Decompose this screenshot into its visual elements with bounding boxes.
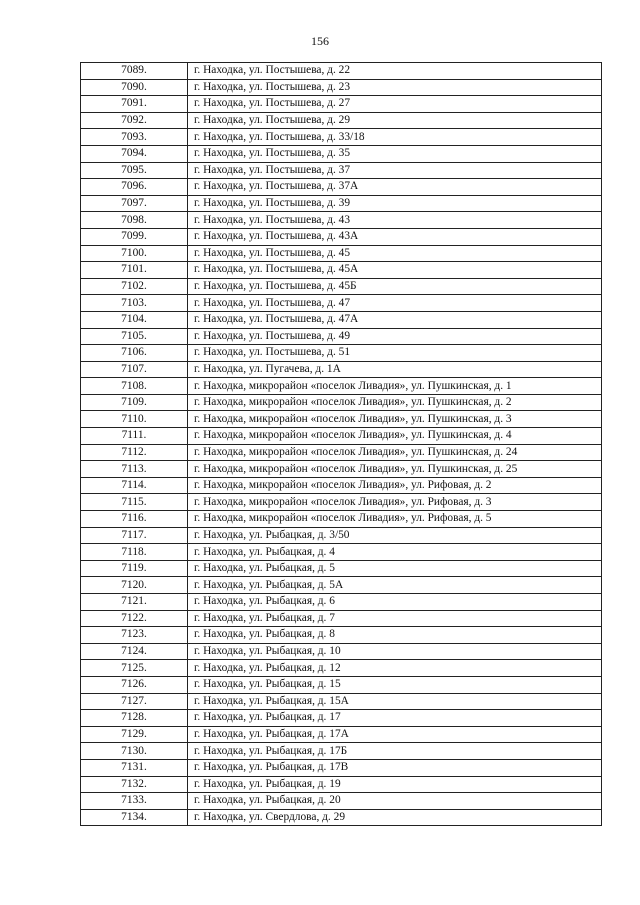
row-number-cell: 7113.	[81, 461, 188, 478]
row-number-cell: 7092.	[81, 112, 188, 129]
address-cell: г. Находка, микрорайон «поселок Ливадия», ул. Пушкинская, д. 2	[188, 394, 602, 411]
row-number-cell: 7091.	[81, 96, 188, 113]
table-row	[81, 278, 602, 295]
row-number-cell: 7129.	[81, 726, 188, 743]
address-cell: г. Находка, ул. Рыбацкая, д. 5	[188, 560, 602, 577]
address-cell: г. Находка, ул. Рыбацкая, д. 17Б	[188, 743, 602, 760]
address-cell: г. Находка, микрорайон «поселок Ливадия», ул. Рифовая, д. 5	[188, 511, 602, 528]
row-number-cell: 7117.	[81, 527, 188, 544]
table-row	[81, 328, 602, 345]
row-number-cell: 7120.	[81, 577, 188, 594]
row-number-cell: 7109.	[81, 394, 188, 411]
table-row	[81, 112, 602, 129]
table-row	[81, 627, 602, 644]
row-number-cell: 7128.	[81, 710, 188, 727]
table-row	[81, 793, 602, 810]
row-number-cell: 7121.	[81, 594, 188, 611]
row-number-cell: 7089.	[81, 63, 188, 80]
address-cell: г. Находка, ул. Постышева, д. 45А	[188, 262, 602, 279]
row-number-cell: 7098.	[81, 212, 188, 229]
address-cell: г. Находка, ул. Постышева, д. 27	[188, 96, 602, 113]
row-number-cell: 7108.	[81, 378, 188, 395]
row-number-cell: 7110.	[81, 411, 188, 428]
row-number-cell: 7118.	[81, 544, 188, 561]
address-cell: г. Находка, ул. Рыбацкая, д. 17	[188, 710, 602, 727]
address-cell: г. Находка, ул. Рыбацкая, д. 8	[188, 627, 602, 644]
row-number-cell: 7097.	[81, 195, 188, 212]
row-number-cell: 7099.	[81, 228, 188, 245]
row-number-cell: 7102.	[81, 278, 188, 295]
table-row	[81, 228, 602, 245]
address-cell: г. Находка, ул. Постышева, д. 29	[188, 112, 602, 129]
table-row	[81, 676, 602, 693]
row-number-cell: 7096.	[81, 179, 188, 196]
address-cell: г. Находка, ул. Пугачева, д. 1А	[188, 361, 602, 378]
address-cell: г. Находка, ул. Постышева, д. 35	[188, 145, 602, 162]
row-number-cell: 7133.	[81, 793, 188, 810]
table-row	[81, 79, 602, 96]
address-cell: г. Находка, ул. Постышева, д. 51	[188, 345, 602, 362]
row-number-cell: 7125.	[81, 660, 188, 677]
address-cell: г. Находка, ул. Постышева, д. 37А	[188, 179, 602, 196]
table-row	[81, 361, 602, 378]
address-cell: г. Находка, ул. Постышева, д. 47	[188, 295, 602, 312]
address-cell: г. Находка, ул. Рыбацкая, д. 4	[188, 544, 602, 561]
table-row	[81, 262, 602, 279]
table-row	[81, 162, 602, 179]
table-row	[81, 759, 602, 776]
table-row	[81, 461, 602, 478]
table-row	[81, 378, 602, 395]
address-cell: г. Находка, ул. Рыбацкая, д. 15	[188, 676, 602, 693]
row-number-cell: 7105.	[81, 328, 188, 345]
table-row	[81, 129, 602, 146]
table-row	[81, 145, 602, 162]
address-cell: г. Находка, микрорайон «поселок Ливадия», ул. Пушкинская, д. 24	[188, 444, 602, 461]
table-row	[81, 444, 602, 461]
address-cell: г. Находка, ул. Рыбацкая, д. 10	[188, 643, 602, 660]
address-cell: г. Находка, ул. Постышева, д. 45Б	[188, 278, 602, 295]
row-number-cell: 7114.	[81, 477, 188, 494]
table-row	[81, 96, 602, 113]
table-row	[81, 311, 602, 328]
row-number-cell: 7106.	[81, 345, 188, 362]
row-number-cell: 7111.	[81, 428, 188, 445]
address-cell: г. Находка, ул. Постышева, д. 37	[188, 162, 602, 179]
address-cell: г. Находка, ул. Свердлова, д. 29	[188, 809, 602, 826]
address-cell: г. Находка, ул. Постышева, д. 45	[188, 245, 602, 262]
address-cell: г. Находка, ул. Постышева, д. 49	[188, 328, 602, 345]
row-number-cell: 7095.	[81, 162, 188, 179]
table-row	[81, 610, 602, 627]
row-number-cell: 7094.	[81, 145, 188, 162]
address-cell: г. Находка, микрорайон «поселок Ливадия», ул. Пушкинская, д. 3	[188, 411, 602, 428]
row-number-cell: 7119.	[81, 560, 188, 577]
table-row	[81, 693, 602, 710]
address-cell: г. Находка, ул. Рыбацкая, д. 20	[188, 793, 602, 810]
row-number-cell: 7104.	[81, 311, 188, 328]
row-number-cell: 7112.	[81, 444, 188, 461]
address-cell: г. Находка, ул. Рыбацкая, д. 17В	[188, 759, 602, 776]
table-row	[81, 660, 602, 677]
address-cell: г. Находка, ул. Рыбацкая, д. 3/50	[188, 527, 602, 544]
address-table	[80, 62, 602, 826]
row-number-cell: 7123.	[81, 627, 188, 644]
address-cell: г. Находка, ул. Рыбацкая, д. 19	[188, 776, 602, 793]
row-number-cell: 7130.	[81, 743, 188, 760]
table-row	[81, 726, 602, 743]
row-number-cell: 7127.	[81, 693, 188, 710]
table-row	[81, 212, 602, 229]
table-row	[81, 245, 602, 262]
row-number-cell: 7090.	[81, 79, 188, 96]
row-number-cell: 7103.	[81, 295, 188, 312]
table-row	[81, 179, 602, 196]
address-cell: г. Находка, микрорайон «поселок Ливадия», ул. Пушкинская, д. 25	[188, 461, 602, 478]
table-row	[81, 776, 602, 793]
row-number-cell: 7124.	[81, 643, 188, 660]
table-row	[81, 544, 602, 561]
address-cell: г. Находка, ул. Рыбацкая, д. 17А	[188, 726, 602, 743]
table-row	[81, 643, 602, 660]
row-number-cell: 7093.	[81, 129, 188, 146]
address-cell: г. Находка, ул. Постышева, д. 39	[188, 195, 602, 212]
address-cell: г. Находка, ул. Постышева, д. 47А	[188, 311, 602, 328]
row-number-cell: 7122.	[81, 610, 188, 627]
table-row	[81, 511, 602, 528]
table-row	[81, 809, 602, 826]
table-row	[81, 428, 602, 445]
table-row	[81, 560, 602, 577]
address-cell: г. Находка, микрорайон «поселок Ливадия», ул. Рифовая, д. 3	[188, 494, 602, 511]
address-cell: г. Находка, микрорайон «поселок Ливадия», ул. Пушкинская, д. 4	[188, 428, 602, 445]
address-cell: г. Находка, ул. Рыбацкая, д. 12	[188, 660, 602, 677]
row-number-cell: 7131.	[81, 759, 188, 776]
table-row	[81, 195, 602, 212]
row-number-cell: 7134.	[81, 809, 188, 826]
address-cell: г. Находка, ул. Постышева, д. 33/18	[188, 129, 602, 146]
table-row	[81, 394, 602, 411]
table-row	[81, 345, 602, 362]
address-cell: г. Находка, ул. Постышева, д. 43А	[188, 228, 602, 245]
table-row	[81, 577, 602, 594]
table-row	[81, 477, 602, 494]
address-cell: г. Находка, микрорайон «поселок Ливадия», ул. Пушкинская, д. 1	[188, 378, 602, 395]
table-row	[81, 594, 602, 611]
address-cell: г. Находка, ул. Постышева, д. 43	[188, 212, 602, 229]
table-row	[81, 411, 602, 428]
page-number: 156	[311, 34, 329, 48]
row-number-cell: 7107.	[81, 361, 188, 378]
row-number-cell: 7100.	[81, 245, 188, 262]
address-cell: г. Находка, ул. Рыбацкая, д. 15А	[188, 693, 602, 710]
table-row	[81, 527, 602, 544]
row-number-cell: 7126.	[81, 676, 188, 693]
row-number-cell: 7132.	[81, 776, 188, 793]
table-row	[81, 494, 602, 511]
table-row	[81, 295, 602, 312]
table-body	[81, 63, 602, 826]
table-row	[81, 710, 602, 727]
address-cell: г. Находка, ул. Рыбацкая, д. 6	[188, 594, 602, 611]
table-row	[81, 743, 602, 760]
table-row	[81, 63, 602, 80]
address-cell: г. Находка, ул. Постышева, д. 22	[188, 63, 602, 80]
row-number-cell: 7101.	[81, 262, 188, 279]
address-cell: г. Находка, микрорайон «поселок Ливадия», ул. Рифовая, д. 2	[188, 477, 602, 494]
address-cell: г. Находка, ул. Постышева, д. 23	[188, 79, 602, 96]
row-number-cell: 7116.	[81, 511, 188, 528]
row-number-cell: 7115.	[81, 494, 188, 511]
address-cell: г. Находка, ул. Рыбацкая, д. 7	[188, 610, 602, 627]
address-cell: г. Находка, ул. Рыбацкая, д. 5А	[188, 577, 602, 594]
